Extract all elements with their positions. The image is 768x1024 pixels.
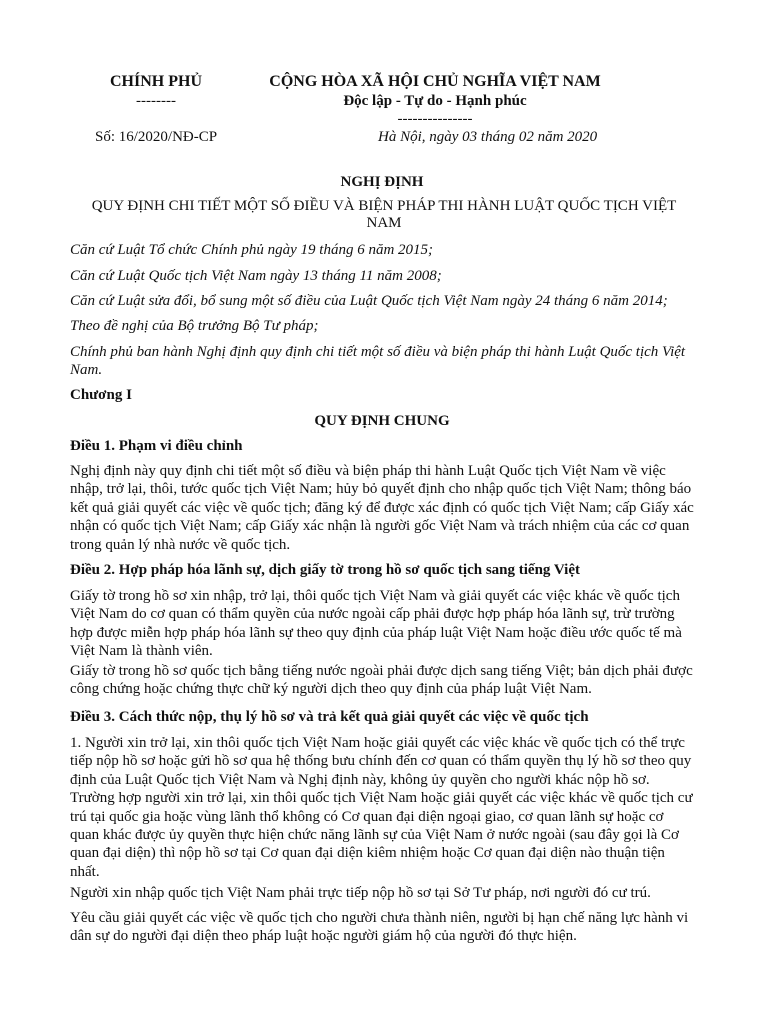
preamble-line: Căn cứ Luật Tổ chức Chính phủ ngày 19 tháng 6 năm 2015; — [70, 242, 434, 258]
document-subject: QUY ĐỊNH CHI TIẾT MỘT SỐ ĐIỀU VÀ BIỆN PHÁP THI HÀNH LUẬT QUỐC TỊCH VIỆT NAM — [91, 198, 677, 231]
document-number: Số: 16/2020/NĐ-CP — [95, 129, 218, 145]
document-date: Hà Nội, ngày 03 tháng 02 năm 2020 — [378, 129, 598, 145]
article-paragraph: Yêu cầu giải quyết các việc về quốc tịch cho người chưa thành niên, người bị hạn chế năng lực hành vi dân sự do người đại diện theo pháp luật hoặc người giám hộ của người đó thực hiện. — [70, 910, 689, 945]
article-heading: Điều 2. Hợp pháp hóa lãnh sự, dịch giấy tờ trong hồ sơ quốc tịch sang tiếng Việt — [70, 562, 580, 578]
issuer-divider: -------- — [136, 93, 176, 109]
chapter-title: QUY ĐỊNH CHUNG — [314, 413, 450, 429]
article-paragraph: Giấy tờ trong hồ sơ xin nhập, trở lại, thôi quốc tịch Việt Nam và giải quyết các việc khác về quốc tịch Việt Nam do cơ quan có thẩm quyền của nước ngoài cấp phải được hợp pháp hóa lãnh sự, trừ trường hợp được miễn hợp pháp hóa lãnh sự theo quy định của pháp luật Việt Nam hoặc điều ước quốc tế mà Việt Nam là thành viên. — [70, 588, 682, 660]
preamble-line: Theo đề nghị của Bộ trưởng Bộ Tư pháp; — [70, 318, 319, 334]
preamble-line: Chính phủ ban hành Nghị định quy định chi tiết một số điều và biện pháp thi hành Luật Quốc tịch Việt Nam. — [70, 344, 686, 379]
document-type: NGHỊ ĐỊNH — [340, 174, 424, 190]
issuer-name: CHÍNH PHỦ — [110, 73, 202, 90]
article-heading: Điều 3. Cách thức nộp, thụ lý hồ sơ và trả kết quả giải quyết các việc về quốc tịch — [70, 709, 589, 725]
national-motto: Độc lập - Tự do - Hạnh phúc — [343, 93, 527, 109]
article-paragraph: 1. Người xin trở lại, xin thôi quốc tịch Việt Nam hoặc giải quyết các việc khác về quốc tịch có thể trực tiếp nộp hồ sơ hoặc gửi hồ sơ qua hệ thống bưu chính đến cơ quan có thẩm quyền thụ lý hồ sơ theo quy định của Luật Quốc tịch Việt Nam và Nghị định này, không ủy quyền cho người khác nộp hồ sơ. Trường hợp người xin trở lại, xin thôi quốc tịch Việt Nam hoặc giải quyết các việc khác về quốc tịch cư trú tại quốc gia hoặc vùng lãnh thổ không có Cơ quan đại diện ngoại giao, cơ quan lãnh sự hoặc cơ quan khác được ủy quyền thực hiện chức năng lãnh sự của Việt Nam ở nước ngoài (sau đây gọi là Cơ quan đại diện) thì nộp hồ sơ tại Cơ quan đại diện kiêm nhiệm hoặc Cơ quan đại diện nào thuận tiện nhất. — [70, 735, 693, 880]
article-heading: Điều 1. Phạm vi điều chỉnh — [70, 438, 243, 454]
article-paragraph: Giấy tờ trong hồ sơ quốc tịch bằng tiếng nước ngoài phải được dịch sang tiếng Việt; bản dịch phải được công chứng hoặc chứng thực chữ ký người dịch theo quy định của pháp luật Việt Nam. — [70, 663, 693, 698]
chapter-label: Chương I — [70, 387, 132, 403]
preamble-line: Căn cứ Luật sửa đổi, bổ sung một số điều của Luật Quốc tịch Việt Nam ngày 24 tháng 6 năm 2014; — [70, 293, 668, 309]
article-paragraph: Nghị định này quy định chi tiết một số điều và biện pháp thi hành Luật Quốc tịch Việt Nam về việc nhập, trở lại, thôi, tước quốc tịch Việt Nam; hủy bỏ quyết định cho nhập quốc tịch Việt Nam; thông báo kết quả giải quyết các việc về quốc tịch; đăng ký để được xác định có quốc tịch Việt Nam; cấp Giấy xác nhận có quốc tịch Việt Nam; cấp Giấy xác nhận là người gốc Việt Nam và trách nhiệm của các cơ quan trong quản lý nhà nước về quốc tịch. — [70, 463, 694, 553]
preamble-line: Căn cứ Luật Quốc tịch Việt Nam ngày 13 tháng 11 năm 2008; — [70, 268, 442, 284]
national-title: CỘNG HÒA XÃ HỘI CHỦ NGHĨA VIỆT NAM — [269, 73, 601, 90]
motto-divider: --------------- — [397, 111, 473, 127]
article-paragraph: Người xin nhập quốc tịch Việt Nam phải trực tiếp nộp hồ sơ tại Sở Tư pháp, nơi người đó cư trú. — [70, 885, 651, 901]
